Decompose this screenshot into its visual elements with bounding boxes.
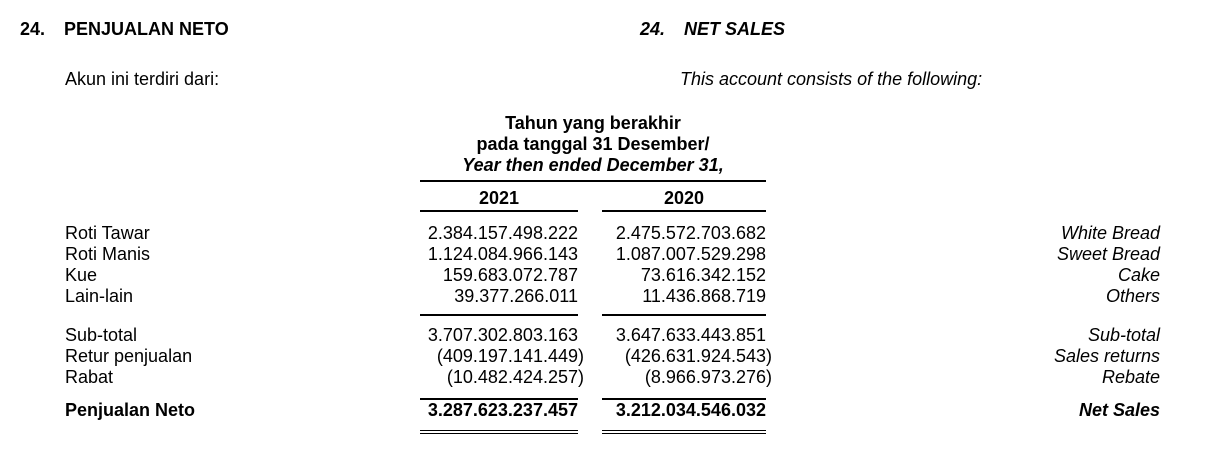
note-title-id: PENJUALAN NETO (64, 19, 229, 39)
row-label-id: Retur penjualan (65, 346, 193, 366)
amount-2021: (10.482.424.257) (446, 367, 584, 387)
table-section-products (0, 223, 1219, 307)
amount-2020: (8.966.973.276) (644, 367, 772, 387)
amount-2021: 3.287.623.237.457 (427, 400, 578, 420)
amount-2021: (409.197.141.449) (436, 346, 584, 366)
subtotal-rule-2020 (602, 314, 766, 316)
amount-2020: 3.647.633.443.851 (615, 325, 766, 345)
intro-text-en: This account consists of the following: (680, 69, 983, 89)
double-rule-2020 (602, 430, 766, 434)
table-row (0, 244, 1219, 265)
period-header-line1: Tahun yang berakhir (505, 113, 681, 133)
row-label-id: Roti Tawar (65, 223, 150, 243)
table-row (0, 367, 1219, 388)
year-rule-2021 (420, 210, 578, 212)
amount-2020: 73.616.342.152 (640, 265, 766, 285)
period-header (420, 113, 766, 176)
note-heading-row (0, 0, 1219, 39)
note-number-en: 24. (640, 19, 666, 39)
row-label-id: Rabat (65, 367, 114, 387)
amount-2020: (426.631.924.543) (624, 346, 772, 366)
row-label-id: Penjualan Neto (65, 400, 196, 420)
row-label-en: White Bread (1060, 223, 1160, 243)
row-label-en: Others (1105, 286, 1160, 306)
double-rules-row (0, 430, 1219, 434)
row-label-en: Sales returns (1053, 346, 1160, 366)
note-title-en: NET SALES (684, 19, 786, 39)
period-header-rule (420, 180, 766, 182)
amount-2020: 11.436.868.719 (642, 286, 766, 306)
table-row (0, 286, 1219, 307)
note-heading-left (0, 20, 610, 39)
amount-2020: 1.087.007.529.298 (615, 244, 766, 264)
amount-2021: 39.377.266.011 (454, 286, 578, 306)
subtotal-rule-2021 (420, 314, 578, 316)
year-column-2021: 2021 (478, 188, 520, 208)
intro-text-id: Akun ini terdiri dari: (65, 69, 220, 89)
period-header-line3: Year then ended December 31, (462, 155, 724, 175)
row-label-id: Kue (65, 265, 98, 285)
amount-2021: 2.384.157.498.222 (427, 223, 578, 243)
note-heading-right (610, 20, 1219, 39)
row-label-en: Sub-total (1087, 325, 1160, 345)
amount-2021: 1.124.084.966.143 (427, 244, 578, 264)
table-row (0, 265, 1219, 286)
row-label-id: Lain-lain (65, 286, 134, 306)
double-rule-2021 (420, 430, 578, 434)
table-section-deductions (0, 325, 1219, 388)
amount-2020: 3.212.034.546.032 (615, 400, 766, 420)
total-row (0, 400, 1219, 421)
row-label-en: Cake (1117, 265, 1160, 285)
period-header-line2: pada tanggal 31 Desember/ (476, 134, 710, 154)
amount-2021: 159.683.072.787 (442, 265, 578, 285)
year-rule-2020 (602, 210, 766, 212)
year-rules-row (0, 210, 1219, 212)
row-label-en: Rebate (1101, 367, 1160, 387)
row-label-en: Sweet Bread (1056, 244, 1160, 264)
note-number-id: 24. (20, 19, 46, 39)
row-label-id: Roti Manis (65, 244, 151, 264)
subtotal-rules-row (0, 314, 1219, 316)
row-label-en: Net Sales (1078, 400, 1160, 420)
year-header-row (0, 186, 1219, 210)
table-row (0, 325, 1219, 346)
table-row (0, 223, 1219, 244)
intro-row (0, 70, 1219, 89)
table-row (0, 346, 1219, 367)
amount-2021: 3.707.302.803.163 (427, 325, 578, 345)
year-column-2020: 2020 (663, 188, 705, 208)
row-label-id: Sub-total (65, 325, 138, 345)
amount-2020: 2.475.572.703.682 (615, 223, 766, 243)
